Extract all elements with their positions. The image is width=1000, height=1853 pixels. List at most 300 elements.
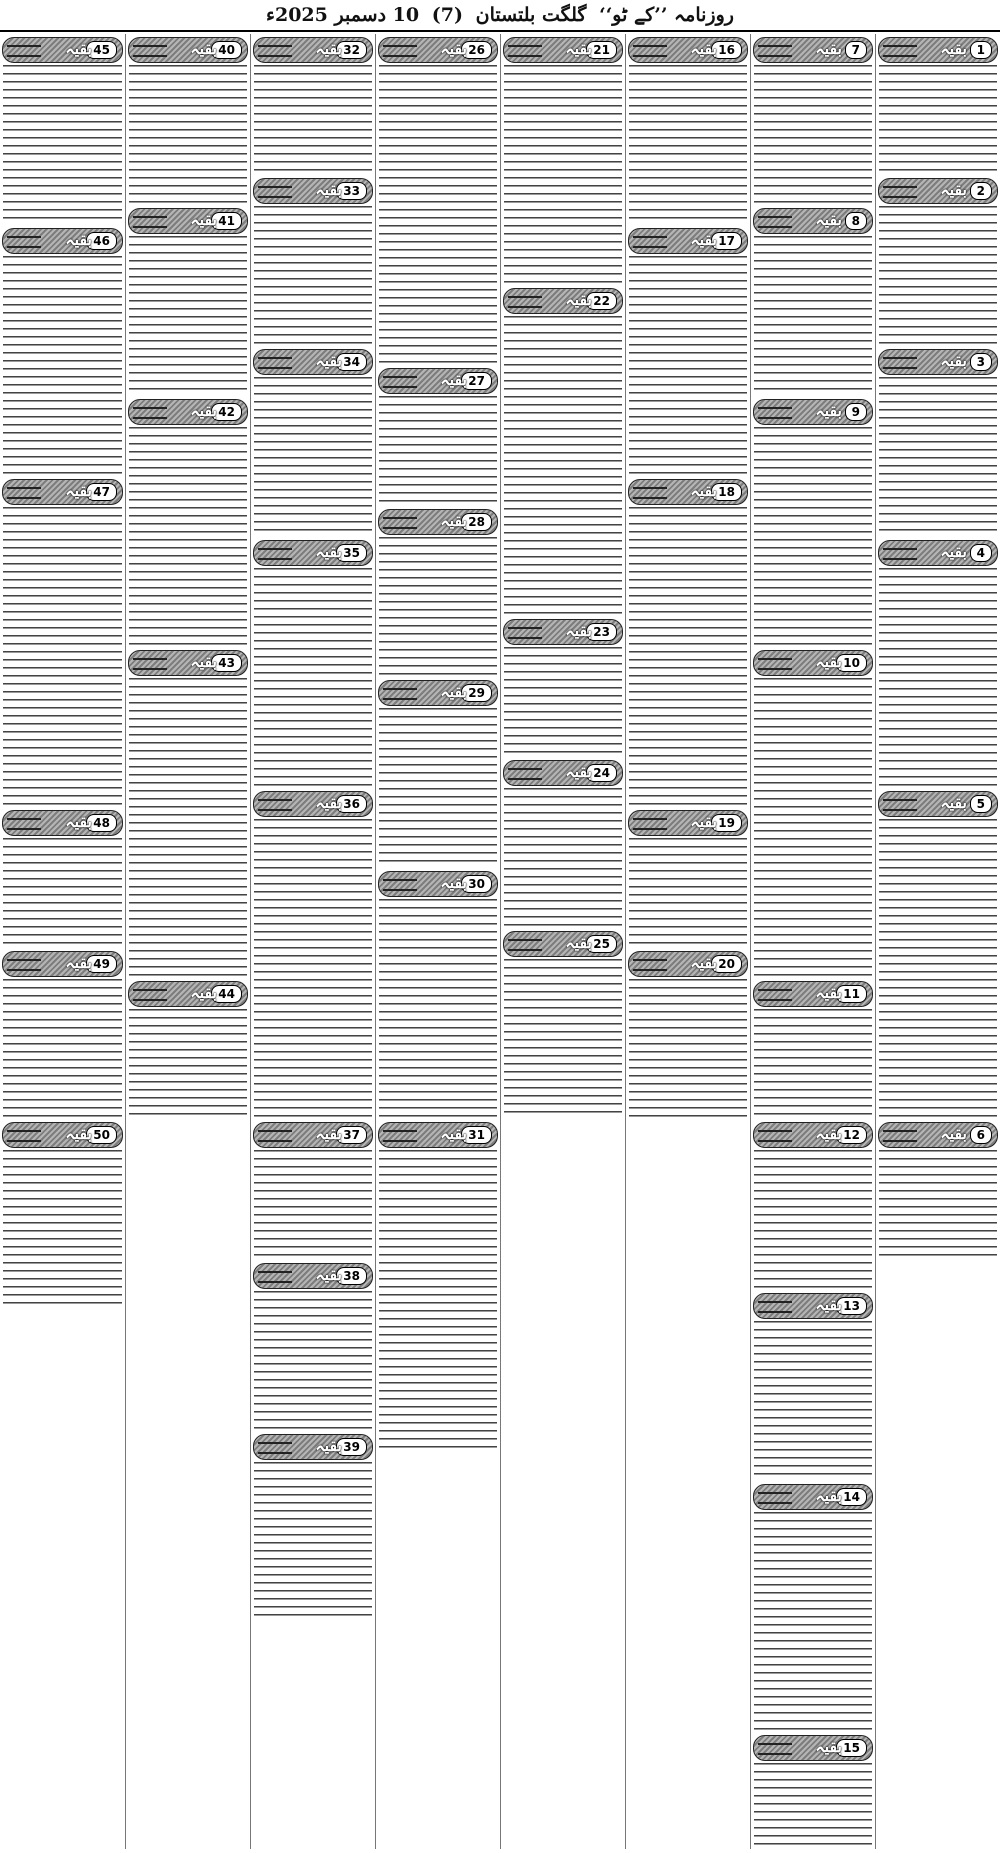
continuation-item [753, 399, 873, 647]
continuation-label: بقیہ [940, 542, 967, 561]
continuation-label: بقیہ [690, 39, 717, 58]
column-4 [500, 34, 625, 1849]
ribbon-icon [758, 1301, 792, 1313]
ribbon-icon [133, 989, 167, 1001]
ribbon-icon [508, 768, 542, 780]
ribbon-icon [258, 1442, 292, 1454]
ribbon-icon [633, 959, 667, 971]
continuation-badge [378, 37, 498, 63]
article-text-block [504, 647, 622, 757]
ribbon-icon [383, 45, 417, 57]
continuation-number: 25 [586, 935, 617, 953]
ribbon-icon [633, 236, 667, 248]
column-6 [250, 34, 375, 1849]
continuation-item [378, 680, 498, 868]
continuation-item [253, 791, 373, 1119]
newspaper-name: روزنامہ ’’کے ٹو‘‘ [599, 4, 734, 26]
article-text-block [379, 708, 497, 868]
article-text-block [129, 678, 247, 978]
continuation-number: 45 [86, 41, 117, 59]
continuation-item [2, 228, 123, 476]
continuation-label: بقیہ [690, 953, 717, 972]
ribbon-icon [383, 1130, 417, 1142]
ribbon-icon [383, 879, 417, 891]
page-number: (7) [431, 4, 463, 26]
continuation-item [503, 931, 623, 1119]
ribbon-icon [633, 487, 667, 499]
ribbon-icon [258, 548, 292, 560]
continuation-item [503, 288, 623, 616]
continuation-badge [128, 37, 248, 63]
continuation-badge [378, 509, 498, 535]
continuation-number: 32 [336, 41, 367, 59]
continuation-number: 50 [86, 1126, 117, 1144]
continuation-item [253, 37, 373, 175]
continuation-number: 11 [836, 985, 867, 1003]
continuation-badge [753, 1484, 873, 1510]
continuation-number: 21 [586, 41, 617, 59]
continuation-label: بقیہ [815, 1486, 842, 1505]
article-text-block [379, 899, 497, 1119]
continuation-badge [753, 208, 873, 234]
article-text-block [379, 396, 497, 506]
continuation-item [753, 1293, 873, 1481]
continuation-label: بقیہ [815, 1124, 842, 1143]
article-text-block [879, 819, 997, 1119]
continuation-page [0, 34, 1000, 1849]
continuation-label: بقیہ [815, 1295, 842, 1314]
continuation-label: بقیہ [815, 1737, 842, 1756]
ribbon-icon [7, 487, 41, 499]
continuation-item [253, 1122, 373, 1260]
continuation-number: 36 [336, 795, 367, 813]
continuation-item [253, 540, 373, 788]
continuation-item [503, 619, 623, 757]
continuation-label: بقیہ [940, 1124, 967, 1143]
continuation-number: 9 [845, 403, 867, 421]
continuation-item [628, 479, 748, 807]
continuation-badge [878, 349, 998, 375]
ribbon-icon [7, 45, 41, 57]
continuation-item [503, 760, 623, 928]
issue-date: 10 دسمبر 2025ء [266, 4, 420, 26]
column-1 [875, 34, 1000, 1849]
continuation-item [2, 37, 123, 225]
article-text-block [3, 65, 122, 225]
continuation-number: 46 [86, 232, 117, 250]
continuation-item [878, 178, 998, 346]
continuation-badge [378, 368, 498, 394]
continuation-badge [253, 791, 373, 817]
continuation-number: 16 [711, 41, 742, 59]
ribbon-icon [7, 236, 41, 248]
ribbon-icon [758, 45, 792, 57]
continuation-item [128, 981, 248, 1119]
continuation-item [753, 208, 873, 396]
continuation-label: بقیہ [65, 230, 92, 249]
continuation-item [378, 509, 498, 677]
ribbon-icon [383, 517, 417, 529]
continuation-label: بقیہ [815, 401, 842, 420]
continuation-item [753, 1484, 873, 1732]
continuation-number: 27 [461, 372, 492, 390]
continuation-badge [753, 981, 873, 1007]
continuation-label: بقیہ [690, 812, 717, 831]
column-3 [625, 34, 750, 1849]
continuation-number: 49 [86, 955, 117, 973]
continuation-label: بقیہ [315, 542, 342, 561]
continuation-number: 17 [711, 232, 742, 250]
continuation-item [628, 951, 748, 1119]
continuation-badge [878, 37, 998, 63]
continuation-badge [878, 178, 998, 204]
article-text-block [379, 65, 497, 365]
ribbon-icon [883, 799, 917, 811]
continuation-label: بقیہ [190, 652, 217, 671]
continuation-label: بقیہ [315, 180, 342, 199]
continuation-label: بقیہ [315, 1436, 342, 1455]
ribbon-icon [758, 1130, 792, 1142]
continuation-badge [253, 1434, 373, 1460]
continuation-item [753, 37, 873, 205]
continuation-number: 20 [711, 955, 742, 973]
continuation-label: بقیہ [315, 793, 342, 812]
continuation-number: 22 [586, 292, 617, 310]
ribbon-icon [258, 1271, 292, 1283]
article-text-block [254, 819, 372, 1119]
continuation-item [378, 1122, 498, 1450]
continuation-label: بقیہ [65, 953, 92, 972]
continuation-item [253, 178, 373, 346]
continuation-label: بقیہ [65, 1124, 92, 1143]
continuation-number: 29 [461, 684, 492, 702]
continuation-label: بقیہ [440, 1124, 467, 1143]
continuation-item [753, 981, 873, 1119]
article-text-block [3, 507, 122, 807]
article-text-block [629, 838, 747, 948]
continuation-number: 33 [336, 182, 367, 200]
continuation-badge [253, 349, 373, 375]
continuation-item [128, 37, 248, 205]
continuation-number: 42 [211, 403, 242, 421]
ribbon-icon [633, 818, 667, 830]
article-text-block [754, 1763, 872, 1849]
column-5 [375, 34, 500, 1849]
article-text-block [754, 1321, 872, 1481]
continuation-label: بقیہ [815, 39, 842, 58]
continuation-item [878, 37, 998, 175]
continuation-label: بقیہ [190, 983, 217, 1002]
continuation-label: بقیہ [690, 230, 717, 249]
article-text-block [3, 1150, 122, 1310]
continuation-number: 4 [970, 544, 992, 562]
article-text-block [379, 537, 497, 677]
continuation-number: 31 [461, 1126, 492, 1144]
continuation-item [628, 37, 748, 225]
article-text-block [504, 316, 622, 616]
continuation-badge [628, 810, 748, 836]
continuation-number: 38 [336, 1267, 367, 1285]
ribbon-icon [883, 45, 917, 57]
continuation-badge [253, 1263, 373, 1289]
ribbon-icon [383, 376, 417, 388]
continuation-badge [2, 810, 123, 836]
article-text-block [129, 427, 247, 647]
continuation-badge [878, 540, 998, 566]
ribbon-icon [258, 186, 292, 198]
continuation-number: 34 [336, 353, 367, 371]
article-text-block [629, 65, 747, 225]
article-text-block [254, 377, 372, 537]
article-text-block [754, 65, 872, 205]
continuation-badge [628, 951, 748, 977]
continuation-number: 24 [586, 764, 617, 782]
continuation-badge [128, 399, 248, 425]
masthead [0, 0, 1000, 32]
continuation-item [753, 650, 873, 978]
continuation-badge [753, 1735, 873, 1761]
continuation-label: بقیہ [940, 180, 967, 199]
ribbon-icon [508, 939, 542, 951]
continuation-number: 1 [970, 41, 992, 59]
continuation-label: بقیہ [815, 210, 842, 229]
article-text-block [754, 427, 872, 647]
continuation-number: 19 [711, 814, 742, 832]
article-text-block [3, 979, 122, 1119]
continuation-item [628, 228, 748, 476]
article-text-block [504, 788, 622, 928]
ribbon-icon [258, 799, 292, 811]
continuation-item [2, 810, 123, 948]
continuation-label: بقیہ [565, 762, 592, 781]
article-text-block [754, 236, 872, 396]
article-text-block [379, 1150, 497, 1450]
continuation-label: بقیہ [565, 39, 592, 58]
ribbon-icon [258, 357, 292, 369]
continuation-badge [503, 931, 623, 957]
column-7 [125, 34, 250, 1849]
continuation-badge [378, 1122, 498, 1148]
continuation-number: 26 [461, 41, 492, 59]
continuation-number: 40 [211, 41, 242, 59]
ribbon-icon [633, 45, 667, 57]
continuation-label: بقیہ [65, 39, 92, 58]
continuation-badge [753, 399, 873, 425]
continuation-number: 13 [836, 1297, 867, 1315]
continuation-badge [2, 479, 123, 505]
continuation-number: 8 [845, 212, 867, 230]
continuation-item [753, 1122, 873, 1290]
continuation-label: بقیہ [315, 1265, 342, 1284]
continuation-item [2, 951, 123, 1119]
continuation-badge [253, 178, 373, 204]
continuation-label: بقیہ [440, 511, 467, 530]
continuation-label: بقیہ [440, 39, 467, 58]
article-text-block [254, 1150, 372, 1260]
article-text-block [629, 979, 747, 1119]
continuation-label: بقیہ [315, 1124, 342, 1143]
continuation-badge [628, 479, 748, 505]
ribbon-icon [7, 1130, 41, 1142]
continuation-number: 43 [211, 654, 242, 672]
continuation-number: 23 [586, 623, 617, 641]
continuation-badge [128, 650, 248, 676]
continuation-label: بقیہ [690, 481, 717, 500]
continuation-item [128, 399, 248, 647]
article-text-block [3, 838, 122, 948]
continuation-label: بقیہ [940, 793, 967, 812]
ribbon-icon [133, 658, 167, 670]
article-text-block [754, 1512, 872, 1732]
continuation-number: 14 [836, 1488, 867, 1506]
ribbon-icon [383, 688, 417, 700]
continuation-badge [628, 37, 748, 63]
continuation-item [878, 1122, 998, 1260]
continuation-item [878, 540, 998, 788]
continuation-label: بقیہ [440, 370, 467, 389]
continuation-number: 37 [336, 1126, 367, 1144]
ribbon-icon [133, 407, 167, 419]
continuation-number: 2 [970, 182, 992, 200]
continuation-badge [503, 760, 623, 786]
continuation-badge [378, 680, 498, 706]
ribbon-icon [883, 548, 917, 560]
continuation-badge [378, 871, 498, 897]
continuation-item [128, 208, 248, 396]
continuation-badge [2, 1122, 123, 1148]
article-text-block [629, 507, 747, 807]
continuation-item [2, 479, 123, 807]
column-2 [750, 34, 875, 1849]
continuation-badge [753, 1293, 873, 1319]
continuation-number: 44 [211, 985, 242, 1003]
continuation-item [503, 37, 623, 285]
article-text-block [254, 568, 372, 788]
ribbon-icon [508, 45, 542, 57]
continuation-number: 39 [336, 1438, 367, 1456]
continuation-number: 28 [461, 513, 492, 531]
continuation-label: بقیہ [940, 39, 967, 58]
ribbon-icon [258, 45, 292, 57]
continuation-item [628, 810, 748, 948]
ribbon-icon [7, 959, 41, 971]
continuation-badge [753, 650, 873, 676]
ribbon-icon [508, 296, 542, 308]
article-text-block [3, 256, 122, 476]
continuation-label: بقیہ [190, 210, 217, 229]
ribbon-icon [758, 1492, 792, 1504]
article-text-block [254, 1291, 372, 1431]
ribbon-icon [758, 1743, 792, 1755]
continuation-label: بقیہ [565, 621, 592, 640]
continuation-number: 10 [836, 654, 867, 672]
continuation-label: بقیہ [65, 481, 92, 500]
ribbon-icon [758, 658, 792, 670]
continuation-label: بقیہ [565, 933, 592, 952]
ribbon-icon [758, 989, 792, 1001]
continuation-label: بقیہ [190, 39, 217, 58]
ribbon-icon [758, 216, 792, 228]
continuation-badge [128, 981, 248, 1007]
continuation-item [753, 1735, 873, 1849]
continuation-label: بقیہ [440, 682, 467, 701]
continuation-number: 41 [211, 212, 242, 230]
article-text-block [254, 1462, 372, 1622]
continuation-badge [503, 288, 623, 314]
continuation-badge [128, 208, 248, 234]
continuation-number: 30 [461, 875, 492, 893]
continuation-item [378, 368, 498, 506]
continuation-label: بقیہ [940, 351, 967, 370]
ribbon-icon [7, 818, 41, 830]
article-text-block [129, 236, 247, 396]
continuation-label: بقیہ [565, 290, 592, 309]
continuation-item [378, 37, 498, 365]
article-text-block [629, 256, 747, 476]
ribbon-icon [133, 45, 167, 57]
continuation-badge [253, 1122, 373, 1148]
continuation-badge [878, 1122, 998, 1148]
continuation-number: 15 [836, 1739, 867, 1757]
continuation-label: بقیہ [815, 652, 842, 671]
continuation-badge [753, 37, 873, 63]
article-text-block [754, 1150, 872, 1290]
ribbon-icon [883, 1130, 917, 1142]
article-text-block [129, 65, 247, 205]
continuation-badge [878, 791, 998, 817]
ribbon-icon [508, 627, 542, 639]
continuation-badge [2, 37, 123, 63]
continuation-item [878, 791, 998, 1119]
article-text-block [754, 1009, 872, 1119]
continuation-label: بقیہ [315, 351, 342, 370]
continuation-label: بقیہ [815, 983, 842, 1002]
continuation-label: بقیہ [65, 812, 92, 831]
continuation-label: بقیہ [315, 39, 342, 58]
continuation-number: 12 [836, 1126, 867, 1144]
continuation-item [253, 1263, 373, 1431]
continuation-badge [503, 37, 623, 63]
continuation-badge [753, 1122, 873, 1148]
continuation-number: 18 [711, 483, 742, 501]
continuation-item [378, 871, 498, 1119]
column-8 [0, 34, 125, 1849]
ribbon-icon [258, 1130, 292, 1142]
continuation-item [128, 650, 248, 978]
continuation-number: 6 [970, 1126, 992, 1144]
continuation-badge [2, 951, 123, 977]
continuation-number: 47 [86, 483, 117, 501]
continuation-item [2, 1122, 123, 1310]
ribbon-icon [883, 357, 917, 369]
edition-city: گلگت بلتستان [475, 4, 587, 26]
continuation-number: 35 [336, 544, 367, 562]
article-text-block [129, 1009, 247, 1119]
continuation-label: بقیہ [190, 401, 217, 420]
continuation-badge [628, 228, 748, 254]
continuation-badge [253, 540, 373, 566]
article-text-block [254, 206, 372, 346]
ribbon-icon [883, 186, 917, 198]
article-text-block [504, 959, 622, 1119]
article-text-block [254, 65, 372, 175]
article-text-block [879, 65, 997, 175]
continuation-number: 48 [86, 814, 117, 832]
article-text-block [879, 206, 997, 346]
continuation-item [253, 349, 373, 537]
continuation-number: 5 [970, 795, 992, 813]
continuation-number: 7 [845, 41, 867, 59]
